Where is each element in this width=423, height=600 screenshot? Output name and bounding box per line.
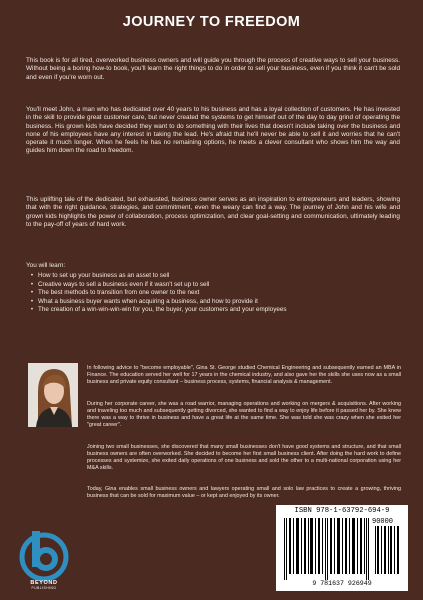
isbn-label: ISBN 978-1-63792-694-9 xyxy=(294,507,390,515)
barcode-bars-icon xyxy=(280,518,404,580)
author-photo xyxy=(28,363,78,427)
author-portrait-icon xyxy=(28,363,78,427)
bullet-icon: • xyxy=(30,289,34,297)
learn-item: • The creation of a win-win-win-win for you, the buyer, your customers and your employees xyxy=(26,306,406,315)
story-paragraph: You'll meet John, a man who has dedicated over 40 years to his business and has a loyal collection of customers. He has invested in the skill to provide great customer care, but never created the systems to get himself out of the day to day grind of operating the business. His grown kids have decided they want to do something with their lives that doesn't include taking over the business and none of his employees have any interest in taking the lead. He's afraid that he'll never be able to sell it and worries that he can't operate it much longer. When he feels he has no remaining options, he meets a clever consultant who shows him the way and guides him down the road to freedom. xyxy=(26,106,400,155)
price-code: 90000 xyxy=(372,518,394,526)
learn-item: • How to set up your business as an asset to sell xyxy=(26,272,406,281)
tale-paragraph: This uplifting tale of the dedicated, but exhausted, business owner serves as an inspiration to entrepreneurs and leaders, showing that with the right guidance, strategies, and commitment, even the weary can find a way. The journey of John and his wife and grown kids highlights the power of collaboration, process optimization, and clear goal-setting and communication, ultimately leading to the pay-off of years of hard work. xyxy=(26,196,400,228)
book-title: JOURNEY TO FREEDOM xyxy=(122,14,301,30)
learn-item: • What a business buyer wants when acquiring a business, and how to provide it xyxy=(26,298,406,307)
learn-heading: You will learn: xyxy=(26,262,66,269)
bullet-icon: • xyxy=(30,280,34,288)
publisher-subtitle: PUBLISHING xyxy=(31,586,57,590)
barcode xyxy=(276,505,408,591)
bullet-icon: • xyxy=(30,297,34,305)
publisher-name: BEYOND xyxy=(30,580,58,586)
learn-item: • The best methods to transition from one owner to the next xyxy=(26,289,406,298)
author-bio-3: Joining two small businesses, she discovered that many small businesses don't have good systems and structure, and that small business owners are often overworked. She decided to become her first small business client. After doing the hard work to define processes and systemize, she exited daily operations of one business and sold the other to a multi-national corporation using her M&A skills. xyxy=(87,444,401,471)
intro-paragraph: This book is for all tired, overworked business owners and will guide you through the process of creative ways to sell your business. Without being a boring how-to book, you'll learn the right things to do in order to sell your business, even if you think it can't be sold and even if you're worn out. xyxy=(26,57,400,81)
barcode-digits: 9 781637 926949 xyxy=(312,580,372,587)
learn-list xyxy=(26,272,406,315)
author-bio-4: Today, Gina enables small business owners and lawyers operating small and solo law practices to create a growing, thriving business that can be sold for maximum value – or kept and enjoyed by its owner. xyxy=(87,486,401,499)
author-bio-1: In following advice to "become employable", Gina St. George studied Chemical Engineering and subsequently earned an MBA in Finance. The education served her well for 17 years in the chemical industry, and also gave her the skills she uses now as a small business and private equity consultant – business process, systems, financial analysis & management. xyxy=(87,365,401,385)
bullet-icon: • xyxy=(30,306,34,314)
author-bio-2: During her corporate career, she was a road warrior, managing operations and working on mergers & acquisitions. After working and traveling too much and subsequently getting divorced, she wanted to find a way to enjoy life before it passed her by. She knew there was a way to thrive in business and have a great life at the same time. She was told she was crazy when she exited her "great career". xyxy=(87,401,401,428)
bullet-icon: • xyxy=(30,272,34,279)
learn-item: • Creative ways to sell a business even if it wasn't set up to sell xyxy=(26,281,406,290)
